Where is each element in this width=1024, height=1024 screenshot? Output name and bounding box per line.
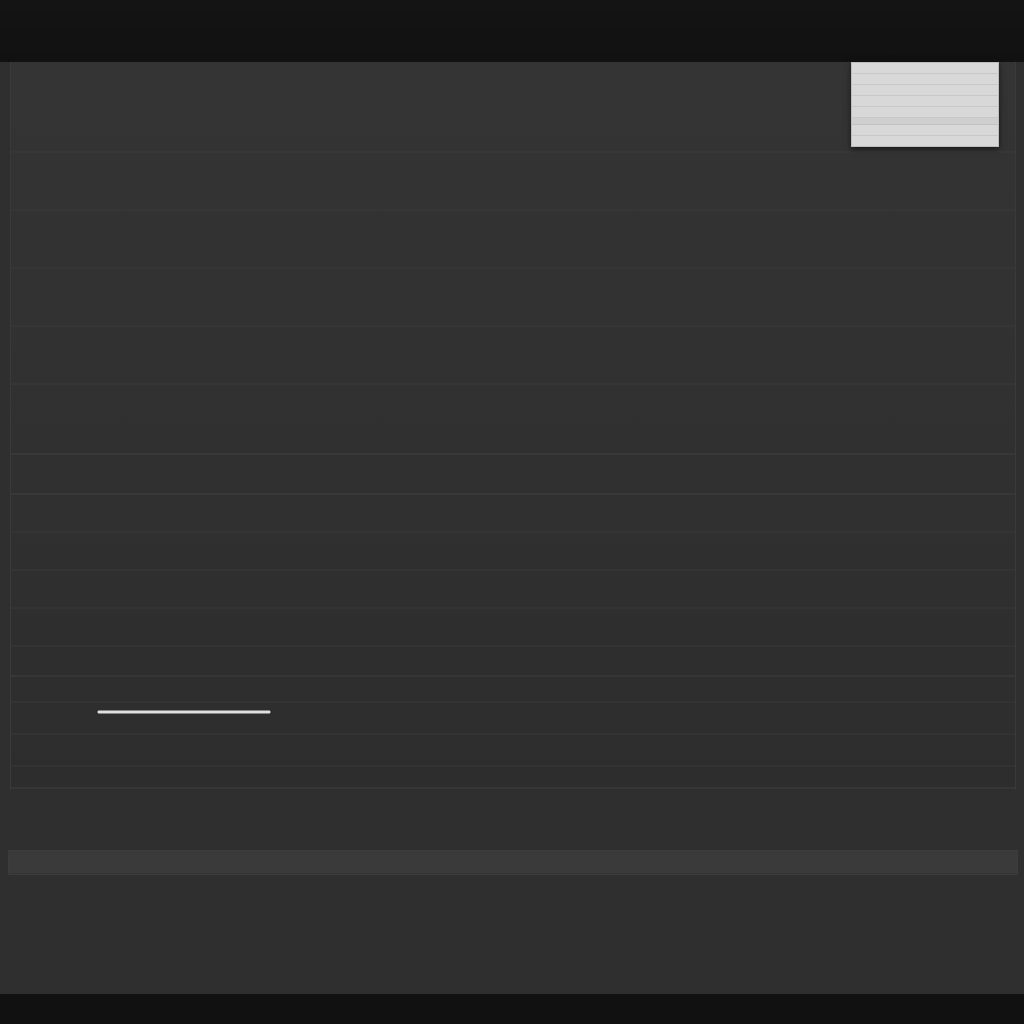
x-axis	[10, 802, 1014, 822]
plot-area	[10, 62, 1016, 790]
header-bar	[0, 0, 1024, 63]
panel-divider	[852, 118, 998, 125]
footer-bar	[0, 994, 1024, 1024]
data-table	[8, 850, 1018, 875]
context-menu-panel[interactable]	[851, 62, 999, 147]
panel-item-2[interactable]	[852, 85, 998, 96]
page-subtitle	[0, 12, 1024, 17]
panel-item-6[interactable]	[852, 136, 998, 146]
page-title	[0, 0, 1024, 12]
panel-item-0[interactable]	[852, 63, 998, 74]
table-header-row	[9, 851, 1017, 874]
chart-canvas	[0, 62, 1024, 994]
panel-item-5[interactable]	[852, 125, 998, 136]
panel-item-1[interactable]	[852, 74, 998, 85]
panel-item-3[interactable]	[852, 96, 998, 107]
panel-item-4[interactable]	[852, 107, 998, 118]
chart-svg	[11, 62, 1015, 790]
